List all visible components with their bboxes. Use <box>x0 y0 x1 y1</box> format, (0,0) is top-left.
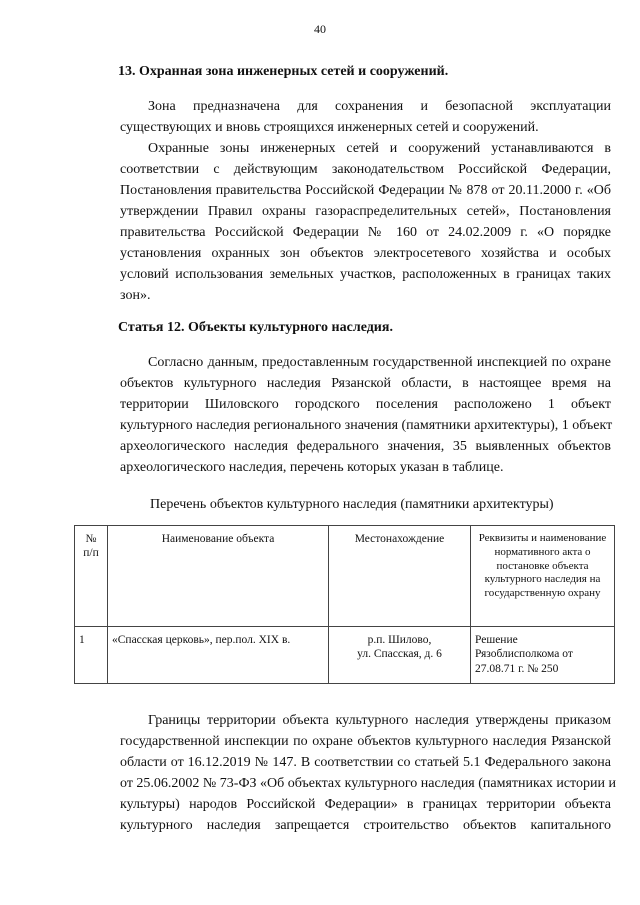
location-line: ул. Спасская, д. 6 <box>357 648 442 661</box>
cell-name: «Спасская церковь», пер.пол. XIX в. <box>108 627 329 684</box>
paragraph-line: области от 16.12.2019 № 147. В соответствии со статьей 5.1 Федерального закона <box>120 755 611 770</box>
paragraph-line: Границы территории объекта культурного наследия утверждены приказом <box>148 713 611 728</box>
header-cell-requisites: Реквизиты и наименование нормативного акта о постановке объекта культурного наследия на государственную охрану <box>471 526 615 627</box>
paragraph-line: от 25.06.2002 № 73-ФЗ «Об объектах культурного наследия (памятниках истории и <box>120 776 616 791</box>
paragraph-line: Охранные зоны инженерных сетей и сооружений устанавливаются в <box>148 141 611 156</box>
paragraph-line: территории Шиловского городского поселения расположено 1 объект <box>120 397 611 412</box>
paragraph-line: культурного наследия регионального значения (памятники архитектуры), 1 объект <box>120 418 613 433</box>
paragraph-line: установления охранных зон объектов электросетевого хозяйства и особых <box>120 246 611 261</box>
section-13-heading: 13. Охранная зона инженерных сетей и сооружений. <box>118 64 449 79</box>
paragraph-line: культурного наследия запрещается строительство объектов капитального <box>120 818 611 833</box>
paragraph-line: культуры) народов Российской Федерации» в границах территории объекта <box>120 797 611 812</box>
paragraph-line: соответствии с действующим законодательством Российской Федерации, <box>120 162 611 177</box>
paragraph-line: зон». <box>120 288 151 303</box>
paragraph-line: утверждении Правил охраны газораспределительных сетей», Постановления <box>120 204 611 219</box>
table-row <box>75 627 615 684</box>
paragraph-line: государственной инспекции по охране объектов культурного наследия Рязанской <box>120 734 611 749</box>
table-caption: Перечень объектов культурного наследия (памятники архитектуры) <box>150 497 554 512</box>
cell-location <box>329 627 471 684</box>
paragraph-line: условий использования земельных участков, расположенных в границах таких <box>120 267 611 282</box>
header-cell-location: Местонахождение <box>329 526 471 627</box>
paragraph-line: Зона предназначена для сохранения и безопасной эксплуатации <box>148 99 611 114</box>
header-cell-number: № п/п <box>75 526 108 627</box>
paragraph-line: Согласно данным, предоставленным государственной инспекцией по охране <box>148 355 611 370</box>
requisites-line: 27.08.71 г. № 250 <box>475 662 559 675</box>
cell-number: 1 <box>75 627 108 684</box>
paragraph-line: объектов культурного наследия Рязанской области, в настоящее время на <box>120 376 611 391</box>
table-header-row <box>75 526 615 627</box>
location-line: р.п. Шилово, <box>367 634 432 646</box>
paragraph-line: археологического наследия, перечень которых указан в таблице. <box>120 460 504 475</box>
paragraph-line: Постановления правительства Российской Федерации № 878 от 20.11.2000 г. «Об <box>120 183 611 198</box>
requisites-line: Решение <box>475 634 518 646</box>
cell-requisites <box>471 627 615 684</box>
header-cell-name: Наименование объекта <box>108 526 329 627</box>
paragraph-line: правительства Российской Федерации № 160 от 24.02.2009 г. «О порядке <box>120 225 611 240</box>
page-number: 40 <box>314 22 326 36</box>
requisites-line: Рязоблисполкома от <box>475 648 573 661</box>
paragraph-line: археологического наследия федерального значения, 35 выявленных объектов <box>120 439 611 454</box>
article-12-heading: Статья 12. Объекты культурного наследия. <box>118 320 393 335</box>
heritage-table <box>74 525 615 684</box>
paragraph-line: существующих и вновь строящихся инженерных сетей и сооружений. <box>120 120 539 135</box>
